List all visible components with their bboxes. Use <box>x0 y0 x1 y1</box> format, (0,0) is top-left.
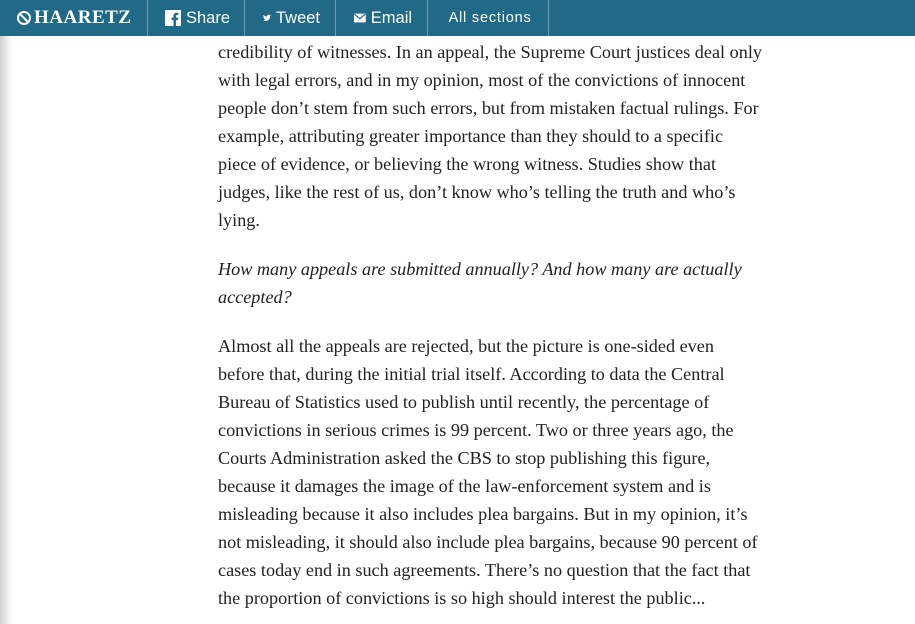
share-button[interactable] <box>165 0 245 36</box>
all-sections-label: All sections <box>448 10 532 26</box>
article-body <box>218 38 763 624</box>
tweet-label: Tweet <box>276 8 321 27</box>
email-label: Email <box>370 8 413 27</box>
page-edge-shadow <box>0 0 12 624</box>
interview-question: How many appeals are submitted annually? And how many are actually accepted? <box>218 259 742 307</box>
twitter-icon <box>263 10 271 26</box>
article-paragraph: Almost all the appeals are rejected, but the picture is one-sided even before that, during the initial trial itself. According to data the Central Bureau of Statistics used to publish until recently, the percentage of convictions in serious crimes is 99 percent. Two or three years ago, the Courts Administration asked the CBS to stop publishing this figure, because it damages the image of the law-enforcement system and is misleading because it also includes plea bargains. But in my opinion, it’s not misleading, it should also include plea bargains, because 90 percent of cases today end in such agreements. There’s no question that the fact that the proportion of convictions is so high should interest the public... <box>218 336 758 608</box>
tweet-button[interactable] <box>245 0 336 36</box>
all-sections-button[interactable] <box>428 0 549 36</box>
facebook-icon <box>165 10 181 26</box>
share-label: Share <box>186 8 231 27</box>
article-paragraph: credibility of witnesses. In an appeal, the Supreme Court justices deal only with legal errors, and in my opinion, most of the convictions of innocent people don’t stem from such errors, but from mistaken factual rulings. For example, attributing greater importance than they should to a specific piece of evidence, or believing the wrong witness. Studies show that judges, like the rest of us, don’t know who’s telling the truth and who’s lying. <box>218 42 762 230</box>
haaretz-logo[interactable] <box>0 0 148 36</box>
top-navigation-bar <box>0 0 915 36</box>
envelope-icon <box>354 10 366 26</box>
logo-text: HAARETZ <box>34 7 132 28</box>
email-button[interactable] <box>336 0 428 36</box>
haaretz-logo-icon <box>17 11 31 25</box>
